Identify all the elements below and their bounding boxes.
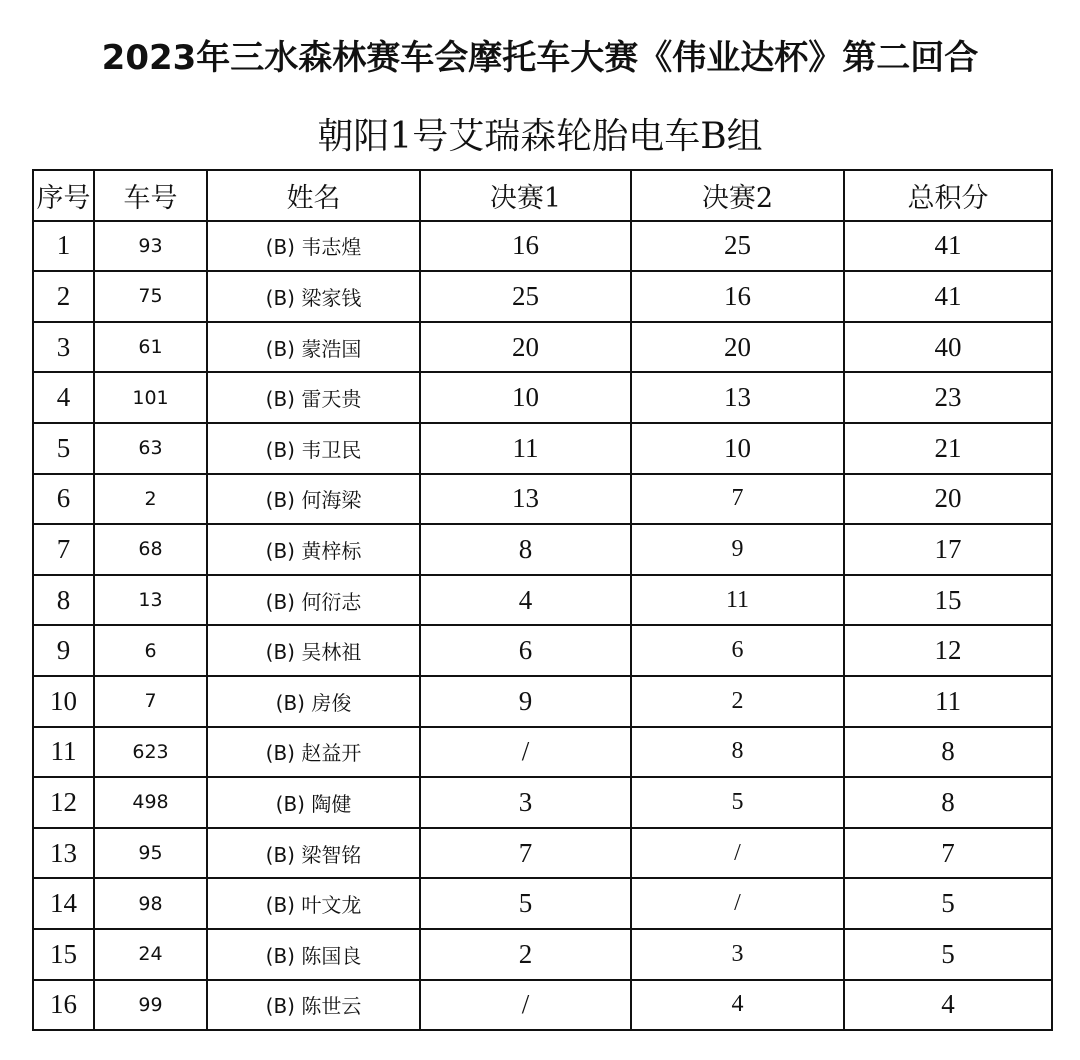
final-2-cell: / bbox=[631, 828, 844, 879]
car-number-cell: 101 bbox=[94, 372, 207, 423]
name-cell: (B) 陈国良 bbox=[207, 929, 420, 980]
seq-cell: 15 bbox=[33, 929, 94, 980]
car-number-cell: 61 bbox=[94, 322, 207, 373]
final-1-cell: 4 bbox=[420, 575, 631, 626]
table-row bbox=[33, 524, 1052, 575]
final-2-cell: 7 bbox=[631, 474, 844, 525]
total-points-cell: 7 bbox=[844, 828, 1052, 879]
final-1-cell: 9 bbox=[420, 676, 631, 727]
final-1-cell: 10 bbox=[420, 372, 631, 423]
final-1-cell: 2 bbox=[420, 929, 631, 980]
car-number-cell: 93 bbox=[94, 221, 207, 272]
total-points-cell: 23 bbox=[844, 372, 1052, 423]
table-row bbox=[33, 625, 1052, 676]
total-points-cell: 5 bbox=[844, 878, 1052, 929]
total-points-cell: 4 bbox=[844, 980, 1052, 1031]
name-cell: (B) 黄梓标 bbox=[207, 524, 420, 575]
name-cell: (B) 吴林祖 bbox=[207, 625, 420, 676]
table-row bbox=[33, 777, 1052, 828]
final-2-cell: 4 bbox=[631, 980, 844, 1031]
total-points-cell: 17 bbox=[844, 524, 1052, 575]
car-number-cell: 68 bbox=[94, 524, 207, 575]
final-1-cell: / bbox=[420, 980, 631, 1031]
header-final-1: 决赛1 bbox=[420, 170, 631, 221]
total-points-cell: 5 bbox=[844, 929, 1052, 980]
seq-cell: 14 bbox=[33, 878, 94, 929]
final-1-cell: 5 bbox=[420, 878, 631, 929]
header-total-points: 总积分 bbox=[844, 170, 1052, 221]
car-number-cell: 623 bbox=[94, 727, 207, 778]
final-2-cell: 25 bbox=[631, 221, 844, 272]
results-table bbox=[32, 169, 1053, 1031]
car-number-cell: 6 bbox=[94, 625, 207, 676]
final-1-cell: 8 bbox=[420, 524, 631, 575]
car-number-cell: 95 bbox=[94, 828, 207, 879]
final-2-cell: / bbox=[631, 878, 844, 929]
name-cell: (B) 梁智铭 bbox=[207, 828, 420, 879]
final-2-cell: 9 bbox=[631, 524, 844, 575]
name-cell: (B) 雷天贵 bbox=[207, 372, 420, 423]
total-points-cell: 11 bbox=[844, 676, 1052, 727]
total-points-cell: 40 bbox=[844, 322, 1052, 373]
name-cell: (B) 陶健 bbox=[207, 777, 420, 828]
name-cell: (B) 陈世云 bbox=[207, 980, 420, 1031]
final-2-cell: 8 bbox=[631, 727, 844, 778]
header-seq: 序号 bbox=[33, 170, 94, 221]
seq-cell: 10 bbox=[33, 676, 94, 727]
name-cell: (B) 蒙浩国 bbox=[207, 322, 420, 373]
seq-cell: 6 bbox=[33, 474, 94, 525]
final-1-cell: 3 bbox=[420, 777, 631, 828]
seq-cell: 5 bbox=[33, 423, 94, 474]
final-2-cell: 6 bbox=[631, 625, 844, 676]
seq-cell: 13 bbox=[33, 828, 94, 879]
table-row bbox=[33, 878, 1052, 929]
total-points-cell: 8 bbox=[844, 727, 1052, 778]
table-row bbox=[33, 980, 1052, 1031]
seq-cell: 12 bbox=[33, 777, 94, 828]
final-2-cell: 16 bbox=[631, 271, 844, 322]
seq-cell: 9 bbox=[33, 625, 94, 676]
final-1-cell: 16 bbox=[420, 221, 631, 272]
name-cell: (B) 韦卫民 bbox=[207, 423, 420, 474]
car-number-cell: 99 bbox=[94, 980, 207, 1031]
final-2-cell: 11 bbox=[631, 575, 844, 626]
seq-cell: 4 bbox=[33, 372, 94, 423]
final-1-cell: 25 bbox=[420, 271, 631, 322]
table-row bbox=[33, 221, 1052, 272]
page-subtitle: 朝阳1号艾瑞森轮胎电车B组 bbox=[317, 116, 763, 157]
seq-cell: 8 bbox=[33, 575, 94, 626]
total-points-cell: 41 bbox=[844, 221, 1052, 272]
name-cell: (B) 叶文龙 bbox=[207, 878, 420, 929]
total-points-cell: 8 bbox=[844, 777, 1052, 828]
final-2-cell: 10 bbox=[631, 423, 844, 474]
total-points-cell: 41 bbox=[844, 271, 1052, 322]
header-name: 姓名 bbox=[207, 170, 420, 221]
name-cell: (B) 韦志煌 bbox=[207, 221, 420, 272]
final-1-cell: 7 bbox=[420, 828, 631, 879]
final-2-cell: 20 bbox=[631, 322, 844, 373]
seq-cell: 2 bbox=[33, 271, 94, 322]
name-cell: (B) 何衍志 bbox=[207, 575, 420, 626]
car-number-cell: 2 bbox=[94, 474, 207, 525]
name-cell: (B) 梁家钱 bbox=[207, 271, 420, 322]
header-car-number: 车号 bbox=[94, 170, 207, 221]
table-row bbox=[33, 322, 1052, 373]
table-row bbox=[33, 676, 1052, 727]
car-number-cell: 63 bbox=[94, 423, 207, 474]
total-points-cell: 15 bbox=[844, 575, 1052, 626]
total-points-cell: 20 bbox=[844, 474, 1052, 525]
seq-cell: 3 bbox=[33, 322, 94, 373]
final-1-cell: / bbox=[420, 727, 631, 778]
final-2-cell: 3 bbox=[631, 929, 844, 980]
table-row bbox=[33, 575, 1052, 626]
final-2-cell: 2 bbox=[631, 676, 844, 727]
car-number-cell: 13 bbox=[94, 575, 207, 626]
final-1-cell: 6 bbox=[420, 625, 631, 676]
name-cell: (B) 赵益开 bbox=[207, 727, 420, 778]
table-row bbox=[33, 929, 1052, 980]
seq-cell: 7 bbox=[33, 524, 94, 575]
seq-cell: 16 bbox=[33, 980, 94, 1031]
final-1-cell: 11 bbox=[420, 423, 631, 474]
car-number-cell: 7 bbox=[94, 676, 207, 727]
car-number-cell: 98 bbox=[94, 878, 207, 929]
table-row bbox=[33, 474, 1052, 525]
total-points-cell: 12 bbox=[844, 625, 1052, 676]
car-number-cell: 498 bbox=[94, 777, 207, 828]
seq-cell: 11 bbox=[33, 727, 94, 778]
name-cell: (B) 房俊 bbox=[207, 676, 420, 727]
final-1-cell: 20 bbox=[420, 322, 631, 373]
seq-cell: 1 bbox=[33, 221, 94, 272]
table-header-row bbox=[33, 170, 1052, 221]
table-row bbox=[33, 423, 1052, 474]
final-2-cell: 5 bbox=[631, 777, 844, 828]
table-row bbox=[33, 372, 1052, 423]
name-cell: (B) 何海梁 bbox=[207, 474, 420, 525]
table-row bbox=[33, 727, 1052, 778]
car-number-cell: 75 bbox=[94, 271, 207, 322]
page-title: 2023年三水森林赛车会摩托车大赛《伟业达杯》第二回合 bbox=[101, 38, 979, 78]
final-1-cell: 13 bbox=[420, 474, 631, 525]
table-row bbox=[33, 271, 1052, 322]
total-points-cell: 21 bbox=[844, 423, 1052, 474]
final-2-cell: 13 bbox=[631, 372, 844, 423]
header-final-2: 决赛2 bbox=[631, 170, 844, 221]
car-number-cell: 24 bbox=[94, 929, 207, 980]
table-row bbox=[33, 828, 1052, 879]
